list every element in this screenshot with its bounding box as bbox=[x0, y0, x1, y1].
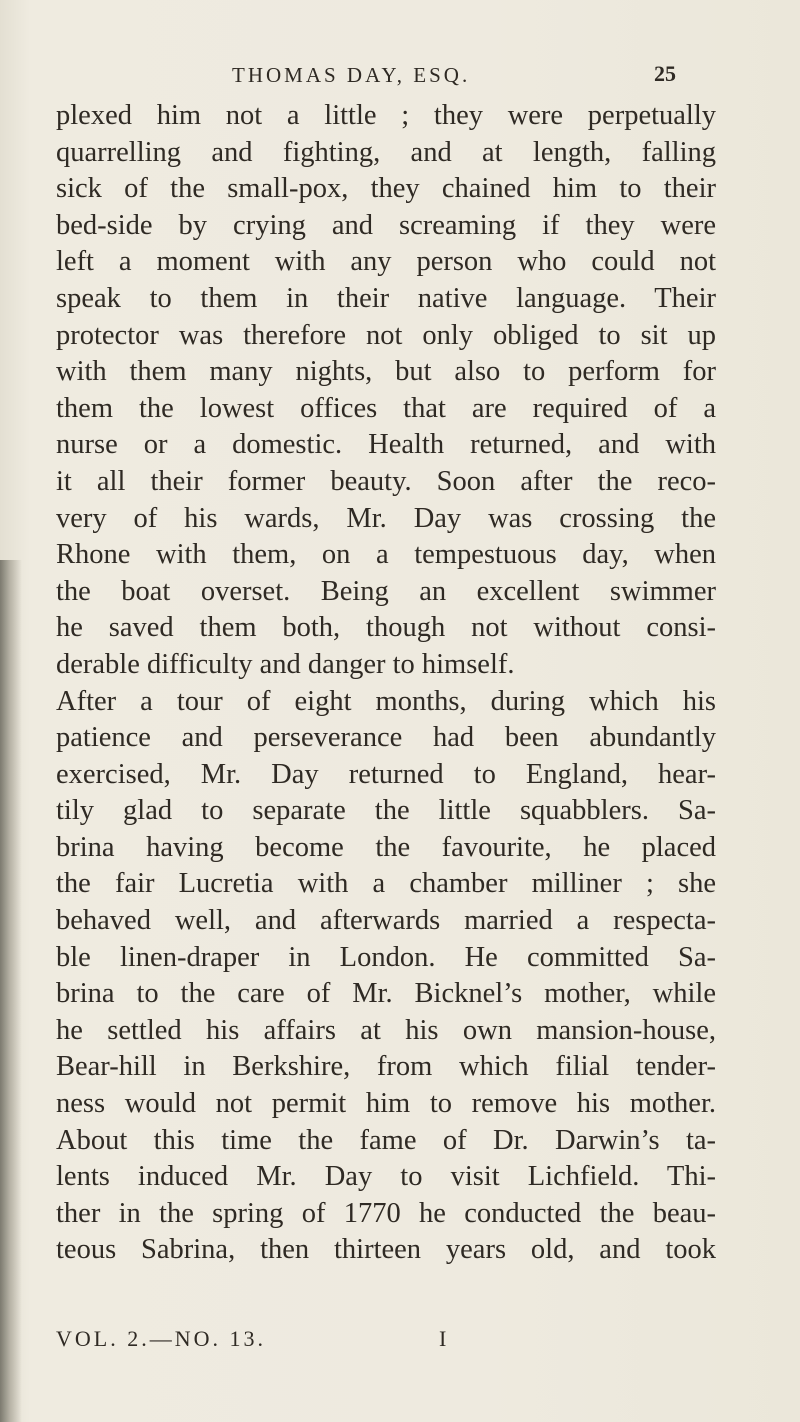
text-line: very of his wards, Mr. Day was crossing the bbox=[56, 502, 716, 534]
binding-shadow bbox=[0, 560, 22, 1422]
text-line: After a tour of eight months, during which his bbox=[56, 685, 716, 717]
text-line: teous Sabrina, then thirteen years old, and took bbox=[56, 1234, 716, 1266]
text-line: speak to them in their native language. Their bbox=[56, 282, 716, 314]
text-line: Rhone with them, on a tempestuous day, when bbox=[56, 539, 716, 571]
text-line: lents induced Mr. Day to visit Lichfield. Thi- bbox=[56, 1161, 716, 1193]
text-line: with them many nights, but also to perform for bbox=[56, 356, 716, 388]
text-line: brina having become the favourite, he placed bbox=[56, 831, 716, 863]
text-line: bed-side by crying and screaming if they were bbox=[56, 209, 716, 241]
text-line: ble linen-draper in London. He committed Sa- bbox=[56, 941, 716, 973]
text-line: About this time the fame of Dr. Darwin’s ta- bbox=[56, 1124, 716, 1156]
page-footer bbox=[0, 1326, 800, 1356]
sheet-mark: I bbox=[439, 1326, 447, 1351]
page-number: 25 bbox=[654, 61, 676, 86]
running-head bbox=[0, 63, 800, 93]
text-line: quarrelling and fighting, and at length, falling bbox=[56, 136, 716, 168]
text-line: derable difficulty and danger to himself. bbox=[56, 648, 515, 680]
text-line: it all their former beauty. Soon after the reco- bbox=[56, 465, 716, 497]
volume-signature: VOL. 2.—NO. 13. bbox=[56, 1326, 266, 1351]
text-line: he settled his affairs at his own mansion-house, bbox=[56, 1014, 716, 1046]
text-line: ness would not permit him to remove his mother. bbox=[56, 1088, 716, 1120]
body-text bbox=[56, 98, 716, 1269]
text-line: left a moment with any person who could not bbox=[56, 246, 716, 278]
text-line: exercised, Mr. Day returned to England, hear- bbox=[56, 758, 716, 790]
text-line: tily glad to separate the little squabblers. Sa- bbox=[56, 795, 716, 827]
text-line: he saved them both, though not without consi- bbox=[56, 612, 716, 644]
text-line: patience and perseverance had been abundantly bbox=[56, 722, 716, 754]
running-head-title: THOMAS DAY, ESQ. bbox=[232, 63, 471, 87]
text-line: brina to the care of Mr. Bicknel’s mother, while bbox=[56, 978, 716, 1010]
text-line: the fair Lucretia with a chamber milliner ; she bbox=[56, 868, 716, 900]
text-line: sick of the small-pox, they chained him to their bbox=[56, 173, 716, 205]
text-line: plexed him not a little ; they were perpetually bbox=[56, 100, 716, 131]
text-line: ther in the spring of 1770 he conducted the beau- bbox=[56, 1197, 716, 1229]
text-line: them the lowest offices that are required of a bbox=[56, 392, 716, 424]
text-line: protector was therefore not only obliged to sit up bbox=[56, 319, 716, 351]
text-line: Bear-hill in Berkshire, from which filial tender- bbox=[56, 1051, 716, 1083]
text-line: the boat overset. Being an excellent swimmer bbox=[56, 575, 716, 607]
text-line: nurse or a domestic. Health returned, and with bbox=[56, 429, 716, 461]
text-line: behaved well, and afterwards married a respecta- bbox=[56, 905, 716, 937]
